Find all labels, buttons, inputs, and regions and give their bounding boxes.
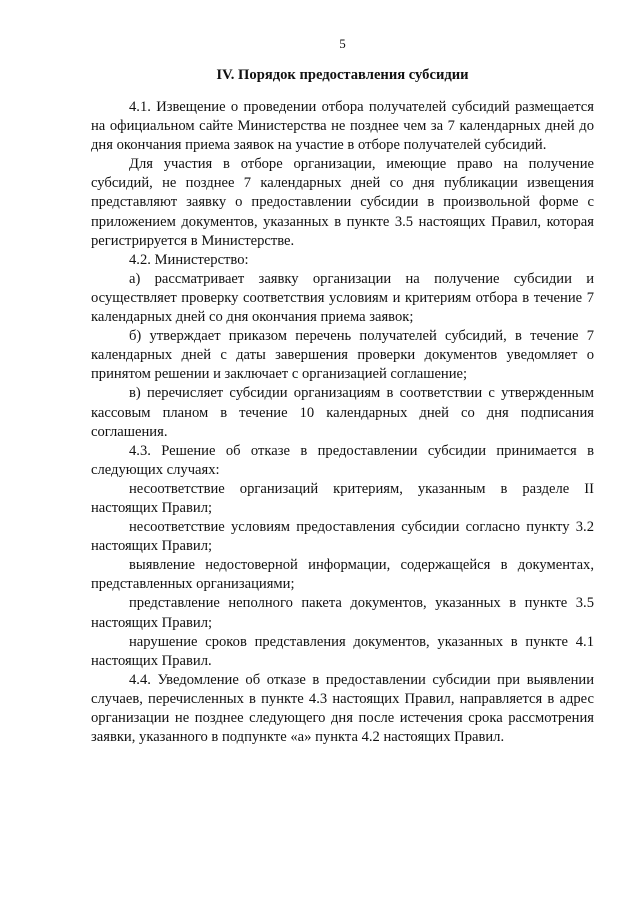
page-number: 5 [339,36,346,51]
document-body [91,98,594,747]
paragraph-4-2-a: а) рассматривает заявку организации на получение субсидии и осуществляет проверку соответствия условиям и критериям отбора в течение 7 календарных дней со дня окончания приема заявок; [91,270,594,326]
paragraph-4-2-b: б) утверждает приказом перечень получателей субсидий, в течение 7 календарных дней с даты завершения проверки документов уведомляет о принятом решении и заключает с организацией соглашение; [91,328,594,383]
list-item-criteria-mismatch: несоответствие организаций критериям, указанным в разделе II настоящих Правил; [91,480,594,516]
list-item-deadline-violation: нарушение сроков представления документов, указанных в пункте 4.1 настоящих Правил. [91,633,594,669]
list-item-conditions-mismatch: несоответствие условиям предоставления субсидии согласно пункту 3.2 настоящих Правил; [91,519,594,555]
paragraph-participation: Для участия в отборе организации, имеющие право на получение субсидий, не позднее 7 календарных дней со дня публикации извещения представляют заявку о предоставлении субсидии в произвольной форме с приложением документов, указанных в пункте 3.5 настоящих Правил, которая регистрируется в Министерстве. [91,156,594,249]
paragraph-4-2-v: в) перечисляет субсидии организациям в соответствии с утвержденным кассовым планом в течение 10 календарных дней со дня подписания соглашения. [91,385,594,440]
paragraph-4-4: 4.4. Уведомление об отказе в предоставлении субсидии при выявлении случаев, перечисленных в пункте 4.3 настоящих Правил, направляется в адрес организации не позднее следующего дня после истечения срока рассмотрения заявки, указанного в подпункте «а» пункта 4.2 настоящих Правил. [91,671,594,746]
list-item-false-information: выявление недостоверной информации, содержащейся в документах, представленных организациями; [91,557,594,593]
paragraph-4-1: 4.1. Извещение о проведении отбора получателей субсидий размещается на официальном сайте Министерства не позднее чем за 7 календарных дней до дня окончания приема заявок на участие в отборе получателей субсидий. [91,99,594,154]
list-item-incomplete-package: представление неполного пакета документов, указанных в пункте 3.5 настоящих Правил; [91,595,594,631]
paragraph-4-3: 4.3. Решение об отказе в предоставлении субсидии принимается в следующих случаях: [91,442,594,478]
paragraph-4-2: 4.2. Министерство: [129,251,249,268]
section-title: IV. Порядок предоставления субсидии [216,67,469,83]
